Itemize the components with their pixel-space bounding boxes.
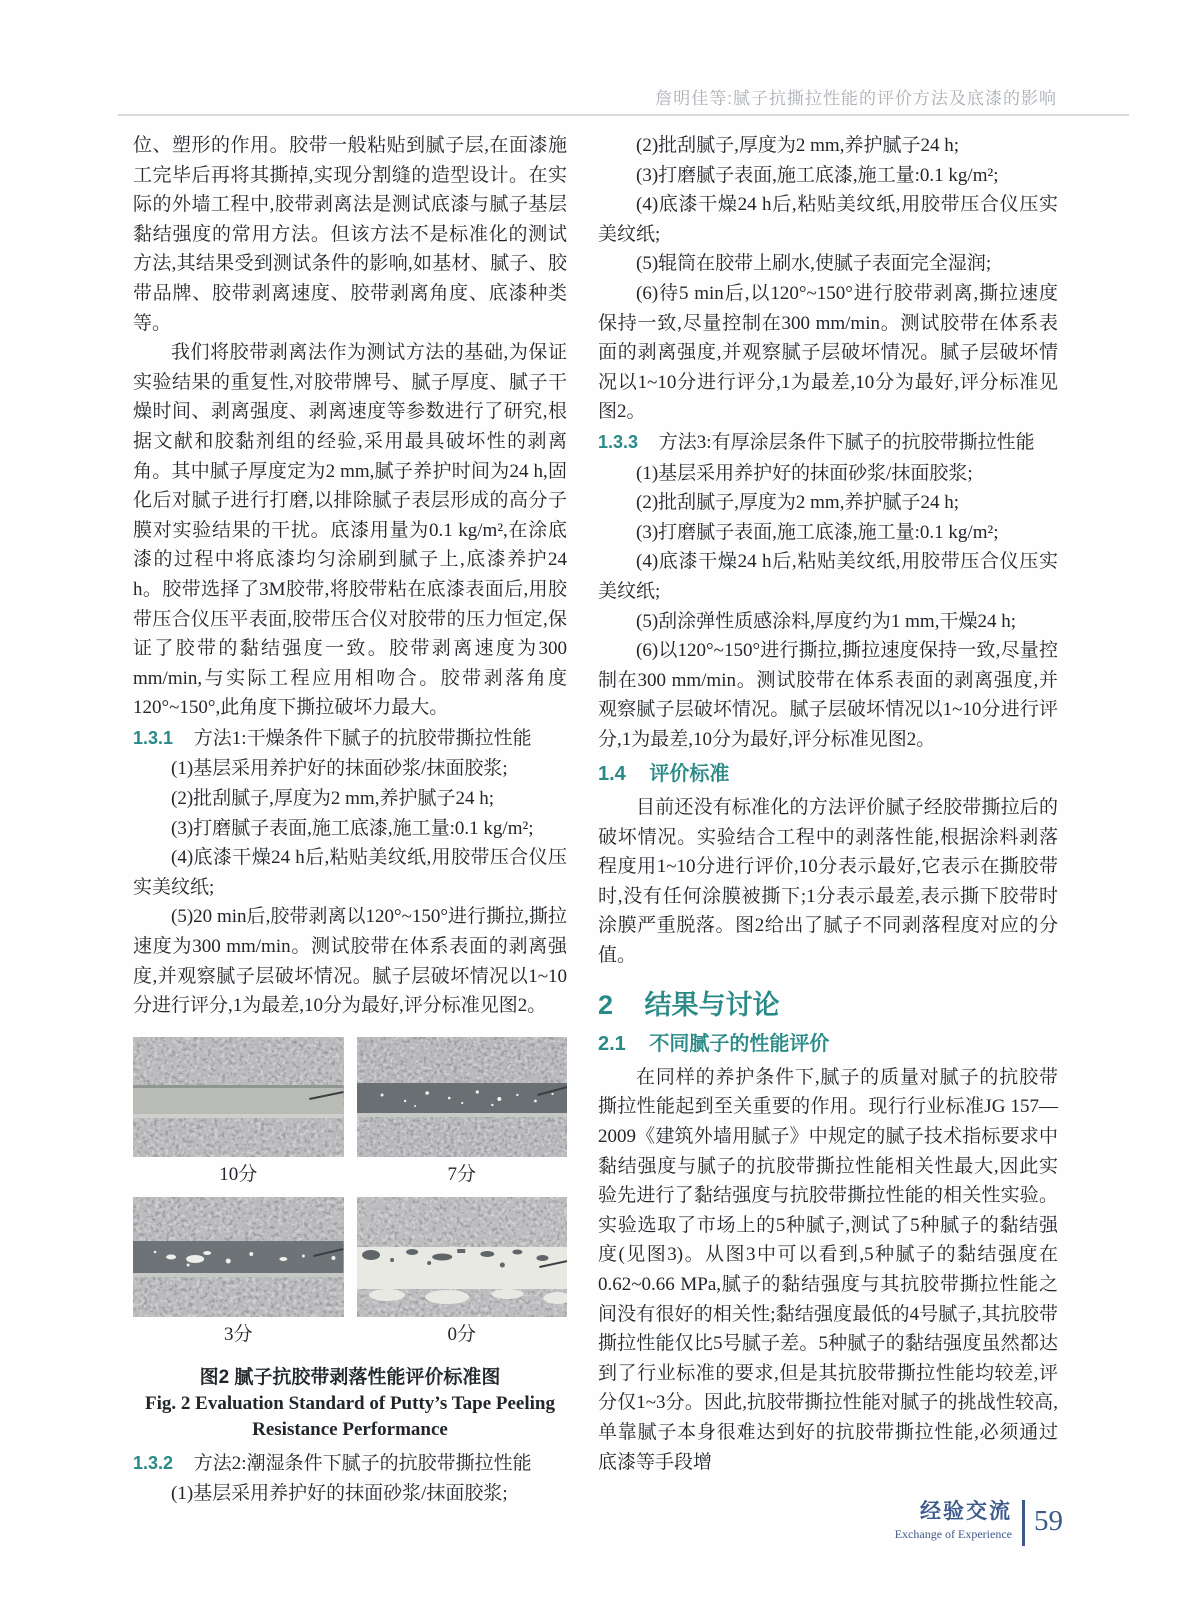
section-title: 不同腻子的性能评价 xyxy=(649,1033,830,1056)
procedure-step: (3)打磨腻子表面,施工底漆,施工量:0.1 kg/m²; xyxy=(171,817,534,839)
paragraph-continuation: 位、塑形的作用。胶带一般粘贴到腻子层,在面漆施工完毕后再将其撕掉,实现分割缝的造型设计。在实际的外墙工程中,胶带剥离法是测试底漆与腻子基层黏结强度的常用方法。但该方法不是标准化的测试方法,其结果受到测试条件的影响,如基材、腻子、胶带品牌、胶带剥离速度、胶带剥离角度、底漆种类等。 xyxy=(133,135,567,334)
section-number: 2 xyxy=(598,989,614,1020)
section-heading-1-3-2 xyxy=(133,1449,567,1479)
procedure-step: (4)底漆干燥24 h后,粘贴美纹纸,用胶带压合仪压实美纹纸; xyxy=(133,847,567,898)
score-label: 3分 xyxy=(223,1323,253,1345)
score-label: 0分 xyxy=(447,1323,476,1345)
running-head-title: 詹明佳等:腻子抗撕拉性能的评价方法及底漆的影响 xyxy=(655,89,1057,108)
procedure-step: (5)刮涂弹性质感涂料,厚度约为1 mm,干燥24 h; xyxy=(636,610,1016,632)
procedure-step: (2)批刮腻子,厚度为2 mm,养护腻子24 h; xyxy=(636,135,959,156)
paragraph-evaluation-standard: 目前还没有标准化的方法评价腻子经胶带撕拉后的破坏情况。实验结合工程中的剥落性能,根据涂料剥落程度用1~10分进行评价,10分表示最好,它表示在撕胶带时,没有任何涂膜被撕下;1分表示最差,表示撕下胶带时涂膜严重脱落。图2给出了腻子不同剥落程度对应的分值。 xyxy=(598,797,1058,967)
figure-2 xyxy=(133,1037,567,1443)
figure-cell-score-7 xyxy=(357,1037,568,1197)
procedure-step: (1)基层采用养护好的抹面砂浆/抹面胶浆; xyxy=(636,462,973,484)
footer-section-en: Exchange of Experience xyxy=(894,1527,1012,1541)
figure-caption-en-line1: Fig. 2 Evaluation Standard of Putty’s Tape Peeling xyxy=(145,1392,555,1414)
procedure-step: (6)以120°~150°进行撕拉,撕拉速度保持一致,尽量控制在300 mm/min。测试胶带在体系表面的剥离强度,并观察腻子层破坏情况。腻子层破坏情况以1~10分进行评分,1为最差,10分为最好,评分标准见图2。 xyxy=(598,640,1058,750)
procedure-step: (1)基层采用养护好的抹面砂浆/抹面胶浆; xyxy=(171,758,508,780)
score-label: 7分 xyxy=(447,1163,476,1185)
figure-caption-en-line2: Resistance Performance xyxy=(252,1418,448,1440)
procedure-step: (4)底漆干燥24 h后,粘贴美纹纸,用胶带压合仪压实美纹纸; xyxy=(598,551,1058,602)
putty-photo-score-7 xyxy=(357,1037,568,1157)
figure-cell-score-0 xyxy=(357,1197,568,1357)
section-title: 方法3:有厚涂层条件下腻子的抗胶带撕拉性能 xyxy=(658,431,1035,453)
putty-photo-score-0 xyxy=(357,1197,568,1317)
score-label: 10分 xyxy=(219,1163,258,1185)
section-heading-1-3-1 xyxy=(133,724,567,754)
putty-photo-score-3 xyxy=(133,1197,344,1317)
section-heading-1-3-3 xyxy=(598,428,1058,458)
section-heading-1-4 xyxy=(598,760,1058,790)
page-footer xyxy=(895,1500,1063,1546)
section-title: 方法2:潮湿条件下腻子的抗胶带撕拉性能 xyxy=(193,1452,532,1474)
procedure-step: (1)基层采用养护好的抹面砂浆/抹面胶浆; xyxy=(171,1483,508,1505)
figure-cell-score-10 xyxy=(133,1037,344,1197)
chapter-heading-2 xyxy=(598,991,1058,1021)
header-rule xyxy=(118,114,1129,116)
section-number: 1.4 xyxy=(598,763,626,786)
figure-caption-zh: 图2 腻子抗胶带剥落性能评价标准图 xyxy=(199,1366,501,1388)
paragraph-method-basis: 我们将胶带剥离法作为测试方法的基础,为保证实验结果的重复性,对胶带牌号、腻子厚度、腻子干燥时间、剥离强度、剥离速度等参数进行了研究,根据文献和胶黏剂组的经验,采用最具破坏性的剥离角。其中腻子厚度定为2 mm,腻子养护时间为24 h,固化后对腻子进行打磨,以排除腻子表层形成的高分子膜对实验结果的干扰。底漆用量为0.1 kg/m²,在涂底漆的过程中将底漆均匀涂刷到腻子上,底漆养护24 h。胶带选择了3M胶带,将胶带粘在底漆表面后,用胶带压合仪压平表面,胶带压合仪对胶带的压力恒定,保证了胶带的黏结强度一致。胶带剥离速度为300 mm/min,与实际工程应用相吻合。胶带剥落角度120°~150°,此角度下撕拉破坏力最大。 xyxy=(133,342,567,719)
section-number: 1.3.2 xyxy=(133,1452,174,1473)
right-column xyxy=(598,131,1058,1477)
procedure-step: (5)辊筒在胶带上刷水,使腻子表面完全湿润; xyxy=(636,253,992,275)
left-column xyxy=(133,131,567,1509)
figure-2-grid xyxy=(133,1037,567,1357)
procedure-step: (2)批刮腻子,厚度为2 mm,养护腻子24 h; xyxy=(636,492,959,514)
footer-divider xyxy=(1022,1500,1025,1546)
procedure-step: (3)打磨腻子表面,施工底漆,施工量:0.1 kg/m²; xyxy=(636,521,999,543)
section-number: 1.3.1 xyxy=(133,727,174,748)
section-number: 2.1 xyxy=(598,1033,626,1056)
section-number: 1.3.3 xyxy=(598,431,639,452)
section-heading-2-1 xyxy=(598,1030,1058,1060)
procedure-step: (5)20 min后,胶带剥离以120°~150°进行撕拉,撕拉速度为300 mm/min。测试胶带在体系表面的剥离强度,并观察腻子层破坏情况。腻子层破坏情况以1~10分进行评分,1为最差,10分为最好,评分标准见图2。 xyxy=(133,906,567,1017)
page-number: 59 xyxy=(1034,1505,1063,1537)
putty-photo-score-10 xyxy=(133,1037,344,1157)
paragraph-results-discussion: 在同样的养护条件下,腻子的质量对腻子的抗胶带撕拉性能起到至关重要的作用。现行行业标准JG 157—2009《建筑外墙用腻子》中规定的腻子技术指标要求中黏结强度与腻子的抗胶带撕拉性能相关性最大,因此实验先进行了黏结强度与抗胶带撕拉性能的相关性实验。实验选取了市场上的5种腻子,测试了5种腻子的黏结强度(见图3)。从图3中可以看到,5种腻子的黏结强度在0.62~0.66 MPa,腻子的黏结强度与其抗胶带撕拉性能之间没有很好的相关性;黏结强度最低的4号腻子,其抗胶带撕拉性能仅比5号腻子差。5种腻子的黏结强度虽然都达到了行业标准的要求,但是其抗胶带撕拉性能均较差,评分仅1~3分。因此,抗胶带撕拉性能对腻子的挑战性较高,单靠腻子本身很难达到好的抗胶带撕拉性能,必须通过底漆等手段增 xyxy=(598,1066,1058,1473)
footer-section-zh: 经验交流 xyxy=(920,1500,1012,1523)
footer-section-labels xyxy=(895,1500,1012,1542)
section-title: 评价标准 xyxy=(649,763,730,786)
section-title: 结果与讨论 xyxy=(644,989,780,1020)
procedure-step: (6)待5 min后,以120°~150°进行胶带剥离,撕拉速度保持一致,尽量控制在300 mm/min。测试胶带在体系表面的剥离强度,并观察腻子层破坏情况。腻子层破坏情况以1~10分进行评分,1为最差,10分为最好,评分标准见图2。 xyxy=(598,282,1058,423)
section-title: 方法1:干燥条件下腻子的抗胶带撕拉性能 xyxy=(193,727,532,749)
procedure-step: (2)批刮腻子,厚度为2 mm,养护腻子24 h; xyxy=(171,788,494,810)
procedure-step: (3)打磨腻子表面,施工底漆,施工量:0.1 kg/m²; xyxy=(636,164,999,186)
procedure-step: (4)底漆干燥24 h后,粘贴美纹纸,用胶带压合仪压实美纹纸; xyxy=(598,194,1058,245)
figure-cell-score-3 xyxy=(133,1197,344,1357)
